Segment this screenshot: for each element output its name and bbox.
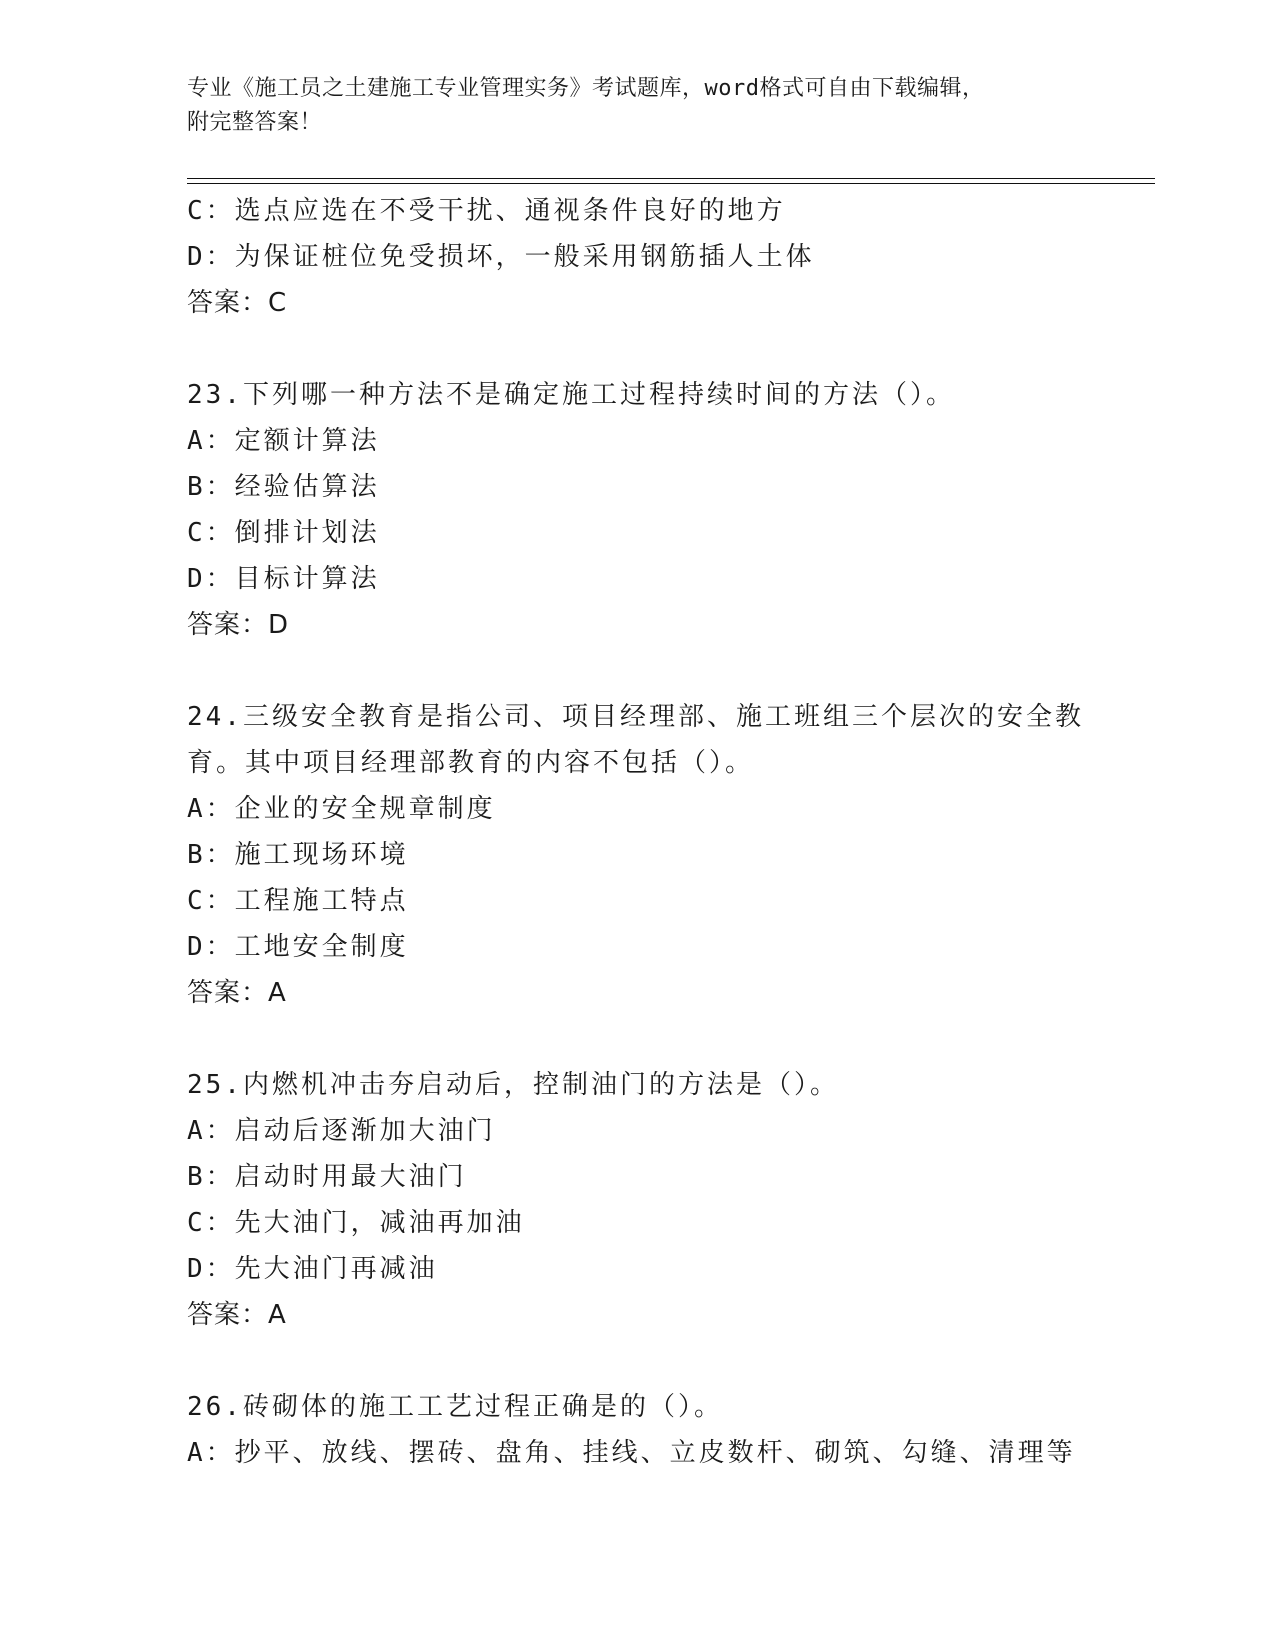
question-26 xyxy=(187,1384,1155,1476)
option-line: B：经验估算法 xyxy=(187,472,380,502)
spacer xyxy=(187,1016,1155,1062)
answer-line: 答案：A xyxy=(187,978,287,1008)
header-line-1: 专业《施工员之土建施工专业管理实务》考试题库，word格式可自由下载编辑， xyxy=(187,76,985,101)
answer-line: 答案：C xyxy=(187,288,288,318)
option-line: A：定额计算法 xyxy=(187,426,380,456)
option-line: A：企业的安全规章制度 xyxy=(187,794,496,824)
question-stem: 23.下列哪一种方法不是确定施工过程持续时间的方法（）。 xyxy=(187,380,955,410)
spacer xyxy=(187,648,1155,694)
question-stem: 24.三级安全教育是指公司、项目经理部、施工班组三个层次的安全教 xyxy=(187,702,1084,732)
spacer xyxy=(187,326,1155,372)
document-header xyxy=(187,72,1087,140)
prev-question xyxy=(187,188,1155,326)
option-line: C：工程施工特点 xyxy=(187,886,409,916)
option-line: C：先大油门，减油再加油 xyxy=(187,1208,525,1238)
option-line: A：启动后逐渐加大油门 xyxy=(187,1116,496,1146)
header-divider-bottom xyxy=(187,183,1155,184)
option-line: B：施工现场环境 xyxy=(187,840,409,870)
option-line: C：选点应选在不受干扰、通视条件良好的地方 xyxy=(187,196,786,226)
option-line: D：目标计算法 xyxy=(187,564,380,594)
header-divider-top xyxy=(187,178,1155,179)
option-line: D：先大油门再减油 xyxy=(187,1254,438,1284)
option-line: C：倒排计划法 xyxy=(187,518,380,548)
question-24 xyxy=(187,694,1155,1016)
question-25 xyxy=(187,1062,1155,1338)
question-stem: 26.砖砌体的施工工艺过程正确是的（）。 xyxy=(187,1392,723,1422)
spacer xyxy=(187,1338,1155,1384)
question-stem: 25.内燃机冲击夯启动后，控制油门的方法是（）。 xyxy=(187,1070,839,1100)
answer-line: 答案：A xyxy=(187,1300,287,1330)
option-line: D：工地安全制度 xyxy=(187,932,409,962)
option-line: B：启动时用最大油门 xyxy=(187,1162,467,1192)
question-23 xyxy=(187,372,1155,648)
question-stem: 育。其中项目经理部教育的内容不包括（）。 xyxy=(187,748,755,778)
answer-line: 答案：D xyxy=(187,610,290,640)
option-line: A：抄平、放线、摆砖、盘角、挂线、立皮数杆、砌筑、勾缝、清理等 xyxy=(187,1438,1076,1468)
header-line-2: 附完整答案！ xyxy=(187,110,323,135)
option-line: D：为保证桩位免受损坏，一般采用钢筋插人土体 xyxy=(187,242,815,272)
question-content xyxy=(187,188,1155,1476)
